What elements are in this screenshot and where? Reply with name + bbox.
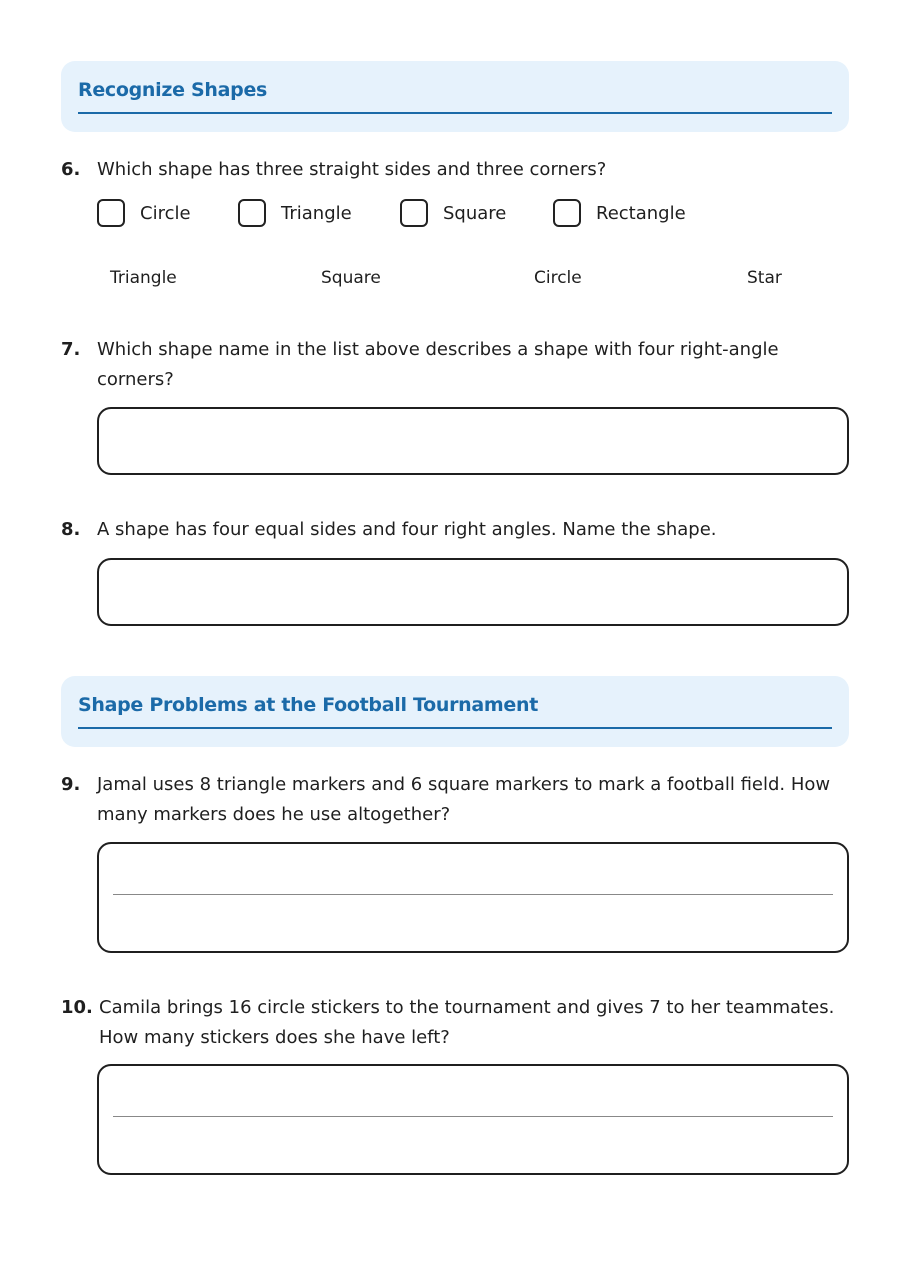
section-header-football [61,676,849,747]
answer-box-7[interactable] [97,407,849,475]
word-list-item: Star [747,268,782,288]
question-text: Camila brings 16 circle stickers to the tournament and gives 7 to her teammates. How many stickers does she have left? [99,997,835,1048]
question-number: 9. [61,774,81,795]
section-title: Recognize Shapes [78,79,268,101]
word-list-item: Circle [534,268,582,288]
answer-box-10[interactable] [97,1064,849,1175]
question-number: 6. [61,159,81,180]
section-header-recognize-shapes [61,61,849,132]
question-text: Which shape name in the list above describes a shape with four right-angle corners? [97,339,779,390]
choice-label: Triangle [281,202,352,224]
question-text: Which shape has three straight sides and three corners? [97,159,607,180]
writing-line [113,1116,833,1117]
checkbox[interactable] [400,199,428,227]
choice-square[interactable] [400,197,506,229]
choice-triangle[interactable] [238,197,352,229]
section-divider [78,112,832,114]
section-title: Shape Problems at the Football Tournament [78,694,539,716]
choice-label: Rectangle [596,202,686,224]
choice-label: Square [443,202,507,224]
question-text: Jamal uses 8 triangle markers and 6 square markers to mark a football field. How many markers does he use altogether? [97,774,831,825]
choice-circle[interactable] [97,197,191,229]
word-list-item: Triangle [110,268,177,288]
checkbox[interactable] [238,199,266,227]
question-number: 8. [61,519,81,540]
choice-label: Circle [140,202,191,224]
answer-box-8[interactable] [97,558,849,626]
question-number: 10. [61,997,93,1018]
section-divider [78,727,832,729]
question-text: A shape has four equal sides and four right angles. Name the shape. [97,519,717,540]
writing-line [113,894,833,895]
question-number: 7. [61,339,81,360]
checkbox[interactable] [97,199,125,227]
word-list-item: Square [321,268,381,288]
checkbox[interactable] [553,199,581,227]
answer-box-9[interactable] [97,842,849,953]
choice-rectangle[interactable] [553,197,686,229]
